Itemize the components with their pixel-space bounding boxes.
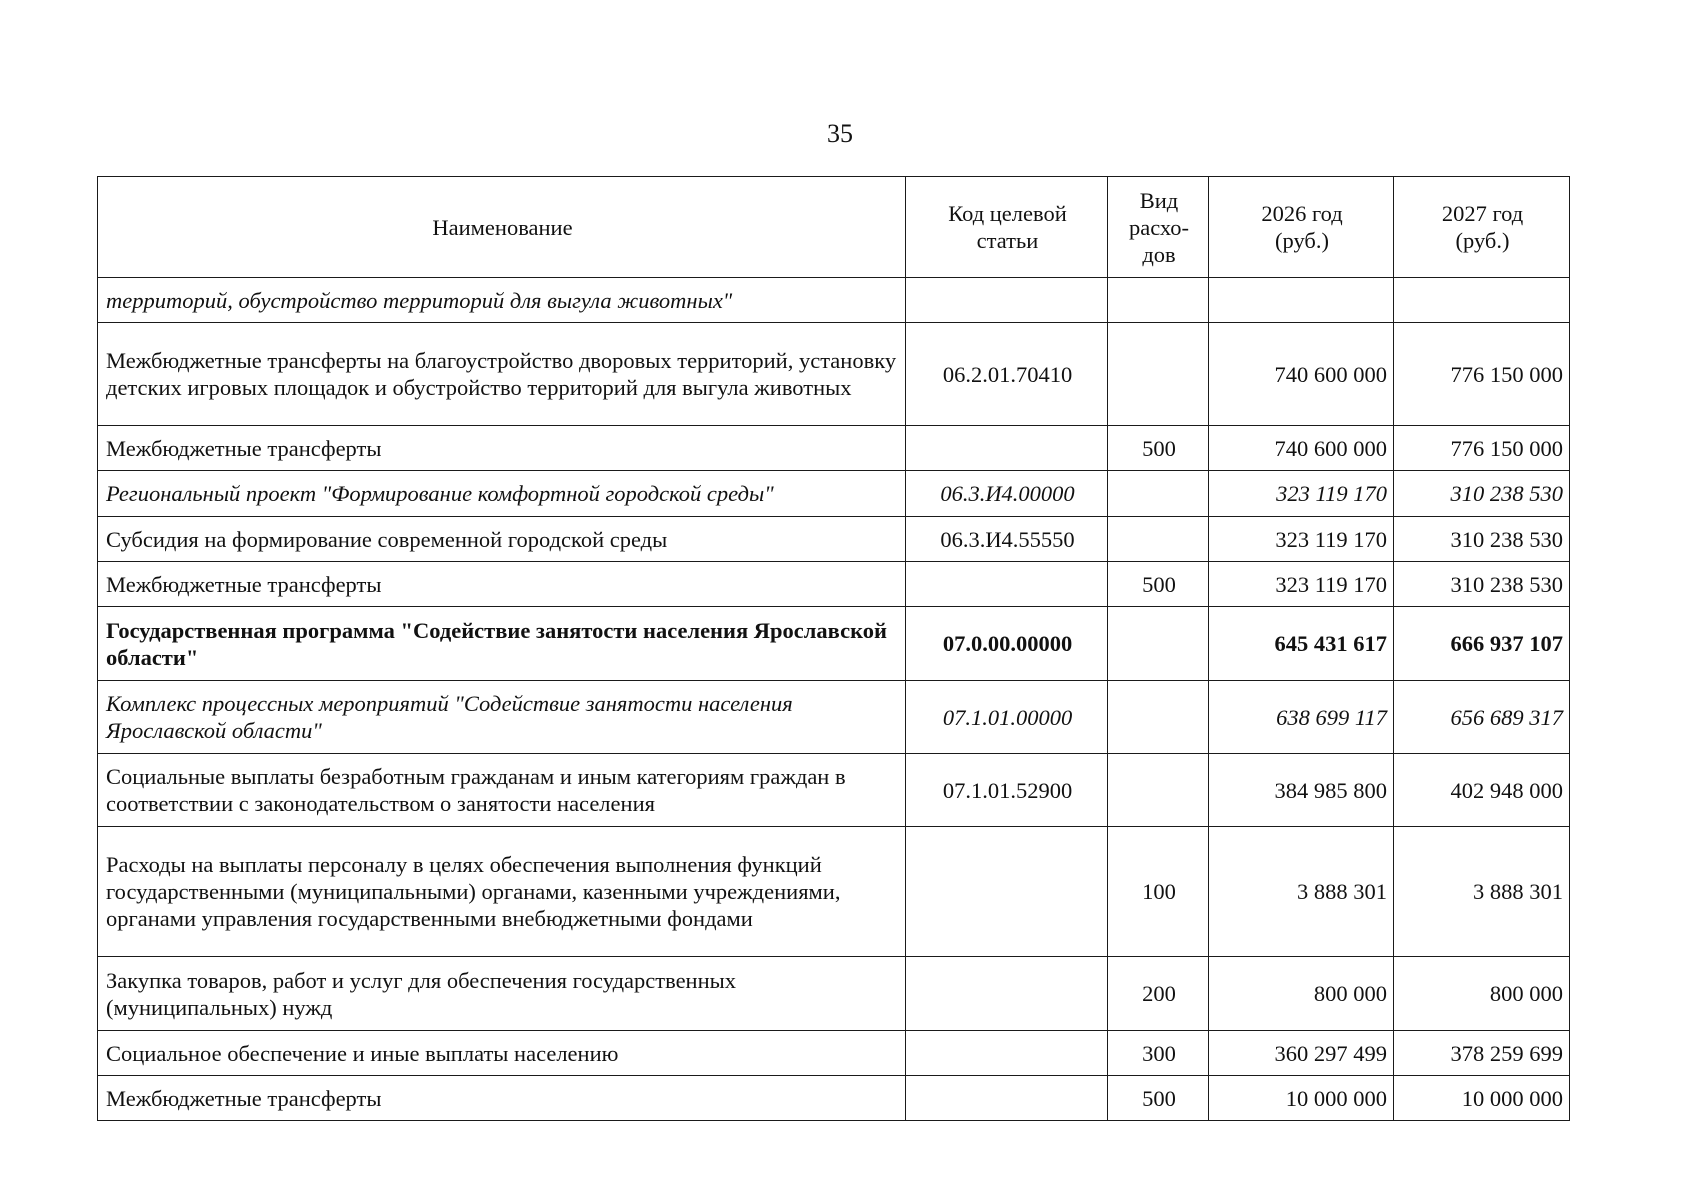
row-code: 07.1.01.52900 — [906, 754, 1108, 827]
table-row — [98, 827, 1570, 957]
row-code: 06.3.И4.00000 — [906, 471, 1108, 517]
row-type — [1108, 471, 1209, 517]
row-code — [906, 426, 1108, 471]
header-code: Код целевой статьи — [906, 177, 1108, 278]
row-2026: 3 888 301 — [1209, 827, 1394, 957]
table-row — [98, 957, 1570, 1031]
row-2026: 740 600 000 — [1209, 323, 1394, 426]
header-2027: 2027 год (руб.) — [1394, 177, 1570, 278]
row-name: Межбюджетные трансферты — [98, 1076, 906, 1121]
row-2026: 323 119 170 — [1209, 471, 1394, 517]
row-code — [906, 562, 1108, 607]
table-row — [98, 1076, 1570, 1121]
row-name: Социальные выплаты безработным гражданам и иным категориям граждан в соответствии с законодательством о занятости населения — [98, 754, 906, 827]
row-name: Межбюджетные трансферты на благоустройство дворовых территорий, установку детских игровых площадок и обустройство территорий для выгула животных — [98, 323, 906, 426]
row-name: Межбюджетные трансферты — [98, 426, 906, 471]
row-type — [1108, 278, 1209, 323]
table-row — [98, 278, 1570, 323]
row-code — [906, 278, 1108, 323]
row-2027 — [1394, 278, 1570, 323]
table-row — [98, 562, 1570, 607]
table-row — [98, 607, 1570, 681]
row-2027: 656 689 317 — [1394, 681, 1570, 754]
table-row — [98, 323, 1570, 426]
row-type: 500 — [1108, 1076, 1209, 1121]
row-name: Межбюджетные трансферты — [98, 562, 906, 607]
row-2027: 310 238 530 — [1394, 562, 1570, 607]
row-name: Субсидия на формирование современной городской среды — [98, 517, 906, 562]
header-type: Вид расхо- дов — [1108, 177, 1209, 278]
row-name: Закупка товаров, работ и услуг для обеспечения государственных (муниципальных) нужд — [98, 957, 906, 1031]
row-type — [1108, 323, 1209, 426]
row-2026: 323 119 170 — [1209, 562, 1394, 607]
header-2026: 2026 год (руб.) — [1209, 177, 1394, 278]
row-2027: 3 888 301 — [1394, 827, 1570, 957]
row-2026: 323 119 170 — [1209, 517, 1394, 562]
row-2026: 10 000 000 — [1209, 1076, 1394, 1121]
row-type: 100 — [1108, 827, 1209, 957]
table-row — [98, 681, 1570, 754]
row-2027: 310 238 530 — [1394, 471, 1570, 517]
budget-table — [97, 176, 1570, 1121]
row-2027: 776 150 000 — [1394, 323, 1570, 426]
row-2027: 402 948 000 — [1394, 754, 1570, 827]
row-type: 500 — [1108, 562, 1209, 607]
row-code — [906, 957, 1108, 1031]
table-row — [98, 471, 1570, 517]
row-2026: 360 297 499 — [1209, 1031, 1394, 1076]
row-name: Региональный проект "Формирование комфортной городской среды" — [98, 471, 906, 517]
table-row — [98, 517, 1570, 562]
row-2027: 10 000 000 — [1394, 1076, 1570, 1121]
row-2026: 638 699 117 — [1209, 681, 1394, 754]
row-2026: 800 000 — [1209, 957, 1394, 1031]
header-name: Наименование — [98, 177, 906, 278]
row-code — [906, 827, 1108, 957]
row-2027: 666 937 107 — [1394, 607, 1570, 681]
row-name: Расходы на выплаты персоналу в целях обеспечения выполнения функций государственными (муниципальными) органами, казенными учреждениями, органами управления государственными внебюджетными фондами — [98, 827, 906, 957]
row-type: 300 — [1108, 1031, 1209, 1076]
row-type — [1108, 754, 1209, 827]
page-number: 35 — [827, 119, 853, 148]
row-name: Социальное обеспечение и иные выплаты населению — [98, 1031, 906, 1076]
row-type — [1108, 681, 1209, 754]
row-2027: 310 238 530 — [1394, 517, 1570, 562]
row-2027: 776 150 000 — [1394, 426, 1570, 471]
row-2027: 378 259 699 — [1394, 1031, 1570, 1076]
table-row — [98, 426, 1570, 471]
row-2026 — [1209, 278, 1394, 323]
table-header-row — [98, 177, 1570, 278]
row-code: 07.0.00.00000 — [906, 607, 1108, 681]
row-type: 500 — [1108, 426, 1209, 471]
row-type: 200 — [1108, 957, 1209, 1031]
row-name: Комплекс процессных мероприятий "Содействие занятости населения Ярославской области" — [98, 681, 906, 754]
table-row — [98, 754, 1570, 827]
row-name: Государственная программа "Содействие занятости населения Ярославской области" — [98, 607, 906, 681]
row-code: 07.1.01.00000 — [906, 681, 1108, 754]
row-2026: 740 600 000 — [1209, 426, 1394, 471]
row-type — [1108, 607, 1209, 681]
row-name: территорий, обустройство территорий для выгула животных" — [98, 278, 906, 323]
row-code: 06.2.01.70410 — [906, 323, 1108, 426]
table-row — [98, 1031, 1570, 1076]
row-code — [906, 1031, 1108, 1076]
row-2026: 384 985 800 — [1209, 754, 1394, 827]
row-2027: 800 000 — [1394, 957, 1570, 1031]
row-code — [906, 1076, 1108, 1121]
row-code: 06.3.И4.55550 — [906, 517, 1108, 562]
row-type — [1108, 517, 1209, 562]
row-2026: 645 431 617 — [1209, 607, 1394, 681]
